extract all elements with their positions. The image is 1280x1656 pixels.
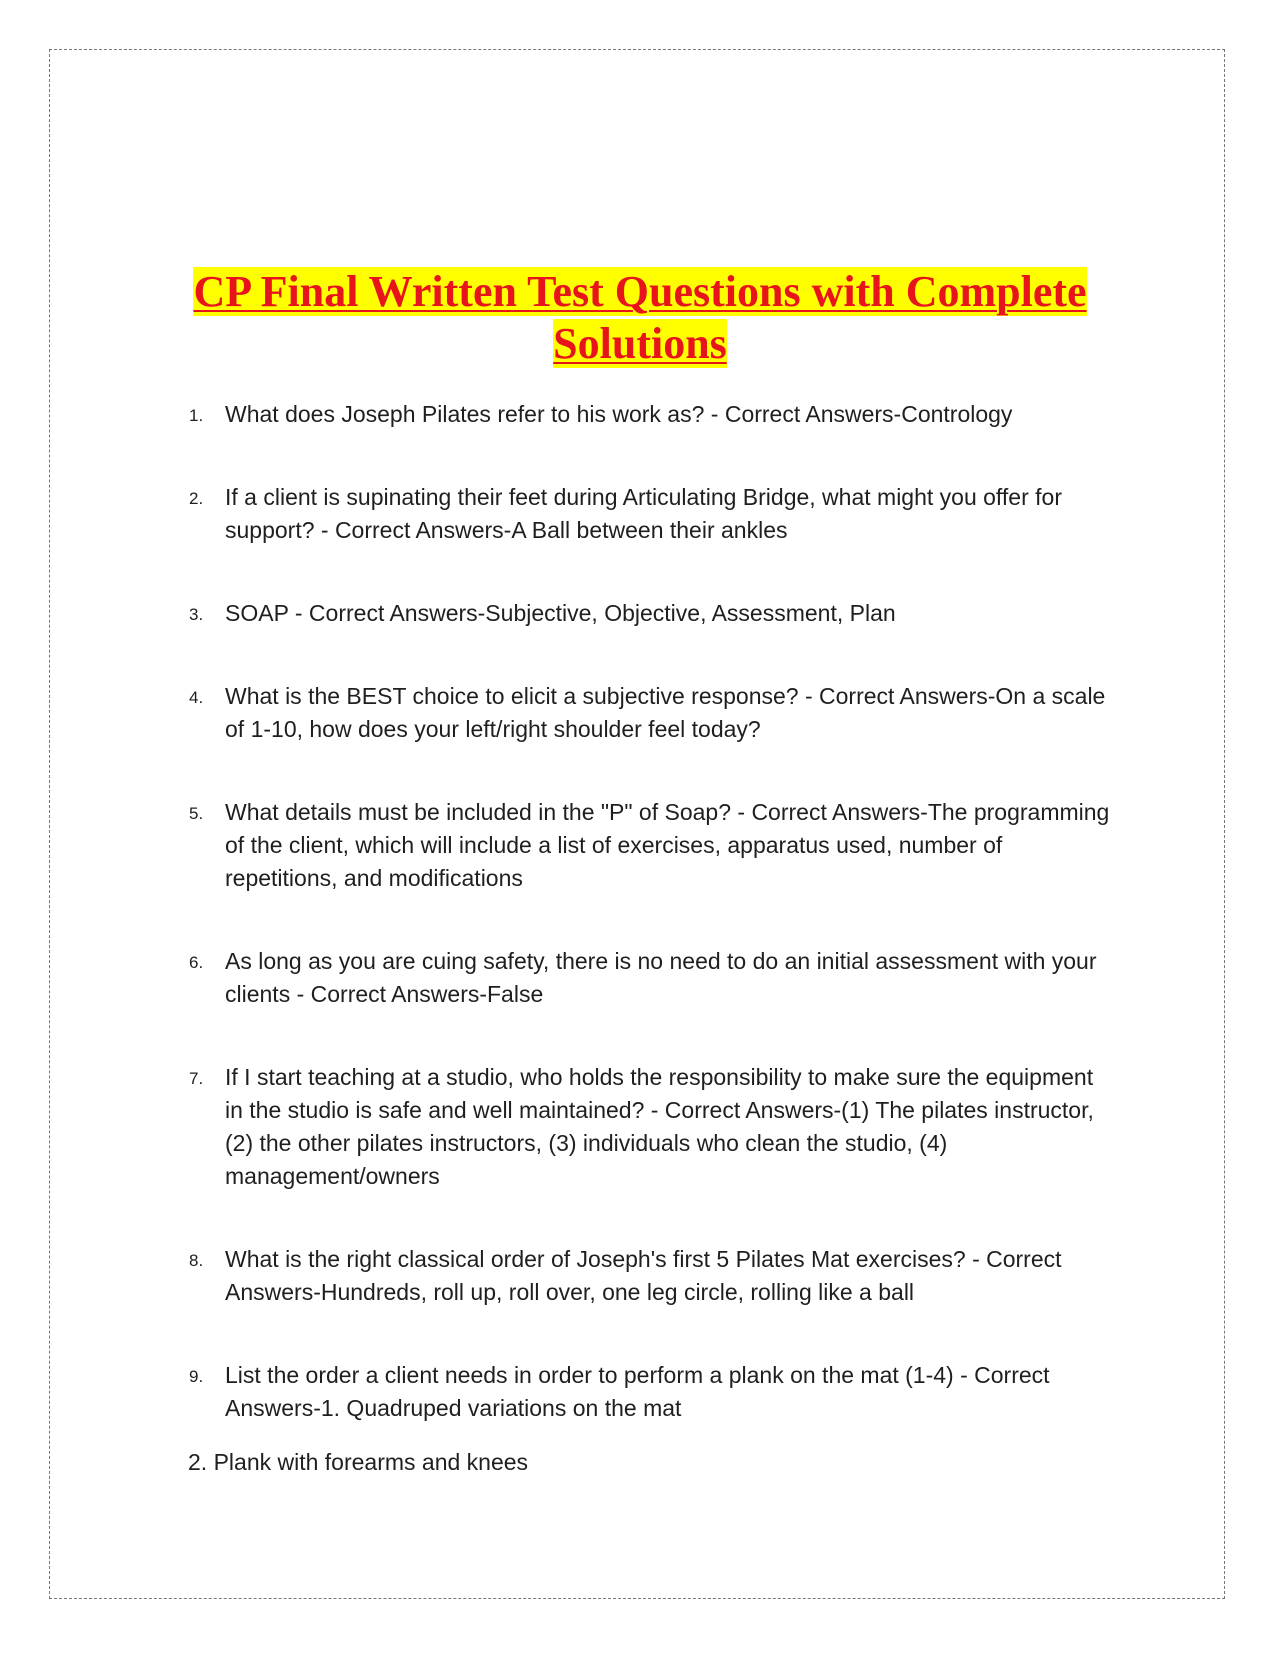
title-block — [150, 266, 1130, 370]
list-item — [180, 1061, 1115, 1193]
document-title — [150, 266, 1130, 370]
document-title-text: CP Final Written Test Questions with Complete Solutions — [193, 267, 1087, 368]
item-text: List the order a client needs in order to perform a plank on the mat (1-4) - Correct Answers-1. Quadruped variations on the mat — [225, 1362, 1050, 1421]
item-number: 1. — [189, 406, 204, 425]
item-number: 4. — [189, 688, 204, 707]
list-item — [180, 1243, 1115, 1309]
question-list — [180, 398, 1115, 1475]
item-text: What details must be included in the "P" of Soap? - Correct Answers-The programming of the client, which will include a list of exercises, apparatus used, number of repetitions, and modifications — [225, 799, 1110, 891]
item-text: What does Joseph Pilates refer to his work as? - Correct Answers-Contrology — [225, 401, 1013, 427]
item-number: 7. — [189, 1069, 204, 1088]
list-item — [180, 597, 1115, 630]
item-number: 3. — [189, 605, 204, 624]
item-text: If a client is supinating their feet during Articulating Bridge, what might you offer for support? - Correct Answers-A Ball between their ankles — [225, 484, 1062, 543]
item-text: As long as you are cuing safety, there is no need to do an initial assessment with your clients - Correct Answers-False — [225, 948, 1097, 1007]
item-text: If I start teaching at a studio, who holds the responsibility to make sure the equipment in the studio is safe and well maintained? - Correct Answers-(1) The pilates instructor, (2) the other pilates instructors, (3) individuals who clean the studio, (4) management/owners — [225, 1064, 1094, 1189]
list-item — [180, 796, 1115, 895]
item-number: 9. — [189, 1367, 204, 1386]
list-item — [180, 680, 1115, 746]
continuation-line: 2. Plank with forearms and knees — [188, 1449, 529, 1475]
list-item — [180, 481, 1115, 547]
item-text: What is the BEST choice to elicit a subjective response? - Correct Answers-On a scale of 1-10, how does your left/right shoulder feel today? — [225, 683, 1106, 742]
item-number: 5. — [189, 804, 204, 823]
item-number: 6. — [189, 953, 204, 972]
item-number: 8. — [189, 1251, 204, 1270]
item-text: What is the right classical order of Joseph's first 5 Pilates Mat exercises? - Correct Answers-Hundreds, roll up, roll over, one leg circle, rolling like a ball — [225, 1246, 1062, 1305]
item-text: SOAP - Correct Answers-Subjective, Objective, Assessment, Plan — [225, 600, 896, 626]
list-item — [180, 1359, 1115, 1425]
list-item — [180, 398, 1115, 431]
item-number: 2. — [189, 489, 204, 508]
list-item — [180, 945, 1115, 1011]
